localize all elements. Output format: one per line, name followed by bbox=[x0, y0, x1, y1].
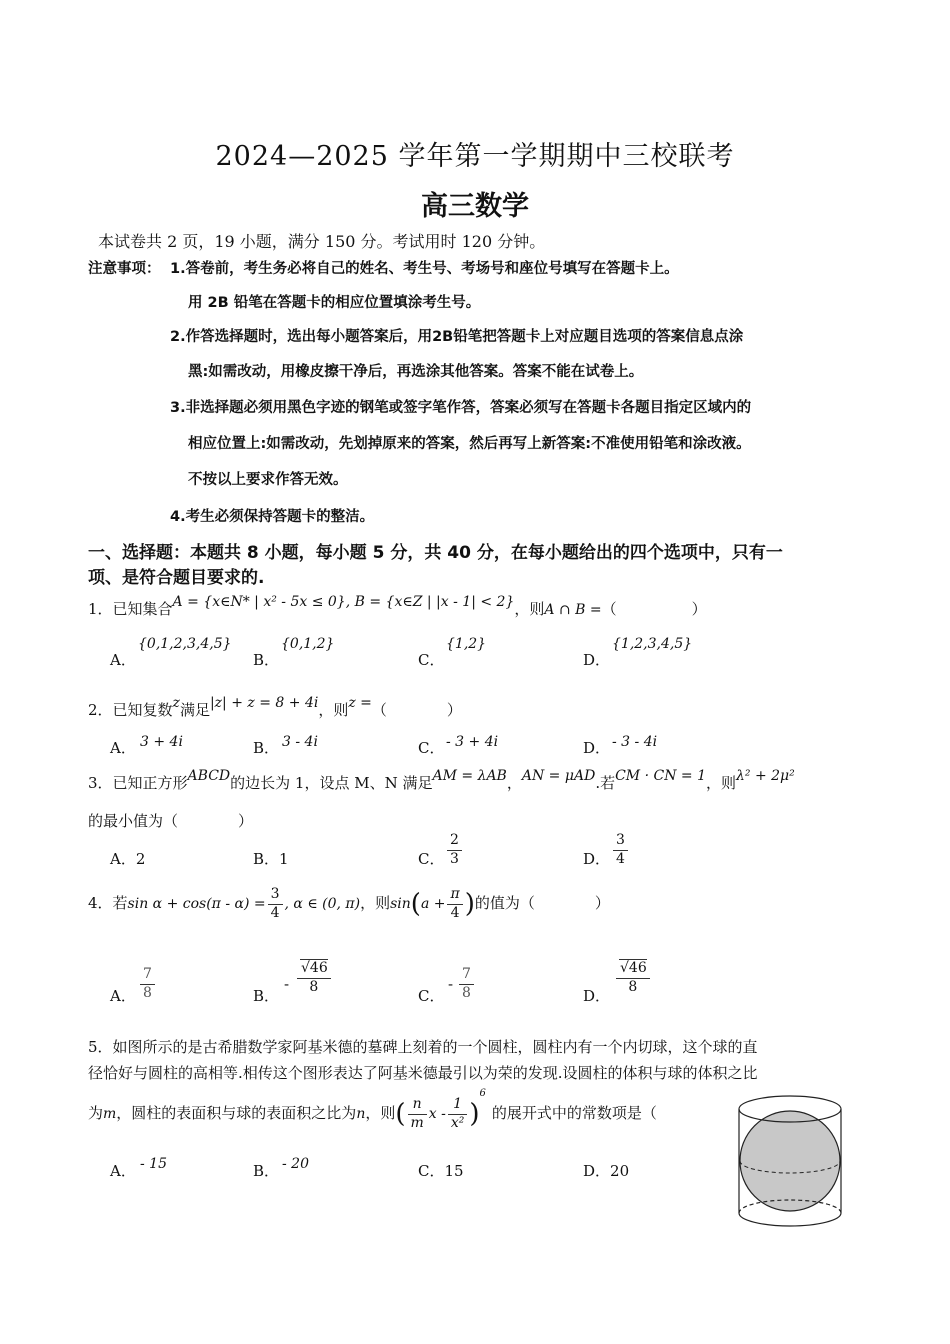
q3-option-b: B．1 bbox=[253, 850, 289, 868]
q4-frac-den: 4 bbox=[270, 904, 280, 921]
q4-arg: a + bbox=[420, 896, 446, 912]
q4-option-a-label: A． bbox=[110, 987, 136, 1005]
q2-option-a-label: A． bbox=[110, 739, 136, 757]
q4-sin: sin bbox=[390, 896, 411, 912]
question-1 bbox=[88, 594, 707, 619]
notice-label: 注意事项： bbox=[88, 261, 161, 277]
q5-option-a-value: - 15 bbox=[140, 1156, 167, 1172]
notice-line-8: 4.考生必须保持答题卡的整洁。 bbox=[170, 509, 375, 525]
notice-line-6: 相应位置上:如需改动，先划掉原来的答案，然后再写上新答案:不准使用铅笔和涂改液。 bbox=[188, 436, 751, 452]
q4-option-c-sign: - bbox=[448, 975, 454, 993]
q2-expr: z = bbox=[348, 695, 372, 711]
question-2 bbox=[88, 695, 462, 720]
q2-suffix: （ ） bbox=[371, 701, 462, 719]
q2-equation: |z| + z = 8 + 4i bbox=[209, 695, 319, 711]
notice-line-3: 2.作答选择题时，选出每小题答案后，用2B铅笔把答题卡上对应题目选项的答案信息点涂 bbox=[170, 329, 744, 345]
q1-option-c-label: C． bbox=[418, 651, 445, 669]
q5-option-a-label: A． bbox=[110, 1162, 136, 1180]
q3-option-d-fraction: $\frac{3}{4}$ bbox=[611, 832, 630, 868]
q4-then: ，则 bbox=[360, 894, 391, 912]
q3-vector-an: AN = μAD bbox=[521, 768, 596, 784]
notice-line-5: 3.非选择题必须用黑色字迹的钢笔或签字笔作答，答案必须写在答题卡各题目指定区域内的 bbox=[170, 400, 752, 416]
notice-line-1: 1.答卷前，考生务必将自己的姓名、考生号、考场号和座位号填写在答题卡上。 bbox=[170, 261, 679, 277]
q1-prefix: 1．已知集合 bbox=[88, 600, 173, 618]
q5-option-b-label: B． bbox=[253, 1162, 280, 1180]
question-4: 4．若sin α + cos(π - α) = $\frac{3}{4}$ , α ∈ (0, π)，则sin(a + $\frac{\pi}{4}$ )的值为（ ） bbox=[88, 886, 610, 921]
q5-option-d: D．20 bbox=[583, 1162, 630, 1180]
q3-option-a: A．2 bbox=[110, 850, 146, 868]
q1-set-b: , B = {x∈Z | |x - 1| < 2} bbox=[345, 594, 515, 610]
q2-option-c-label: C． bbox=[418, 739, 445, 757]
q1-option-a-value: {0,1,2,3,4,5} bbox=[138, 636, 232, 652]
q3-line2: 的最小值为（ ） bbox=[88, 812, 254, 830]
q5-option-b-value: - 20 bbox=[282, 1156, 309, 1172]
notice-line-4: 黑:如需改动，用橡皮擦干净后，再选涂其他答案。答案不能在试卷上。 bbox=[188, 364, 644, 380]
q2-option-b-label: B． bbox=[253, 739, 280, 757]
q4-option-d-fraction: $\frac{√46}{8}$ bbox=[614, 960, 652, 996]
q1-option-b-label: B． bbox=[253, 651, 280, 669]
q3-square: ABCD bbox=[187, 768, 231, 784]
q3-option-c-label: C． bbox=[418, 850, 445, 868]
section-heading-line1: 一、选择题：本题共 8 小题，每小题 5 分，共 40 分，在每小题给出的四个选项中，只有一 bbox=[88, 543, 783, 563]
q4-option-c-fraction: $\frac{7}{8}$ bbox=[457, 966, 476, 1002]
q4-frac-num: 3 bbox=[268, 886, 283, 905]
q2-then: ，则 bbox=[318, 701, 349, 719]
q2-prefix: 2．已知复数 bbox=[88, 701, 173, 719]
q3-sep: ， bbox=[506, 774, 522, 792]
q4-equation: sin α + cos(π - α) = bbox=[127, 896, 266, 912]
q5-var-m: m bbox=[103, 1106, 117, 1122]
q3-target-expr: λ² + 2μ² bbox=[736, 768, 795, 784]
q1-option-d-value: {1,2,3,4,5} bbox=[612, 636, 693, 652]
q2-option-b-value: 3 - 4i bbox=[282, 734, 318, 750]
q3-text2: .若 bbox=[595, 774, 616, 792]
q4-pi: π bbox=[447, 886, 462, 905]
q1-option-c-value: {1,2} bbox=[446, 636, 487, 652]
q4-option-d-label: D． bbox=[583, 987, 611, 1005]
q4-option-b-fraction: $\frac{√46}{8}$ bbox=[295, 960, 333, 996]
q4-prefix: 4．若 bbox=[88, 894, 128, 912]
cylinder-bottom-front bbox=[739, 1213, 841, 1226]
q1-mid: ，则 bbox=[514, 600, 545, 618]
q4-four: 4 bbox=[450, 904, 460, 921]
exam-intro: 本试卷共 2 页，19 小题，满分 150 分。考试用时 120 分钟。 bbox=[98, 232, 546, 251]
q3-text1: 的边长为 1，设点 M、N 满足 bbox=[230, 774, 433, 792]
q3-vector-am: AM = λAB bbox=[432, 768, 507, 784]
q1-suffix: （ ） bbox=[601, 600, 707, 618]
q1-option-d-label: D． bbox=[583, 651, 611, 669]
q1-option-a-label: A． bbox=[110, 651, 136, 669]
q3-option-c-fraction: $\frac{2}{3}$ bbox=[445, 832, 464, 868]
q3-then: ，则 bbox=[706, 774, 737, 792]
exam-subject: 高三数学 bbox=[421, 191, 529, 222]
q1-expr: A ∩ B = bbox=[544, 602, 602, 618]
q5-line1: 5．如图所示的是古希腊数学家阿基米德的墓碑上刻着的一个圆柱，圆柱内有一个内切球，这个球的直 bbox=[88, 1038, 758, 1056]
q2-mid: 满足 bbox=[179, 701, 210, 719]
q4-option-b-sign: - bbox=[284, 975, 290, 993]
q3-dot-product: CM · CN = 1 bbox=[615, 768, 706, 784]
q1-option-b-value: {0,1,2} bbox=[281, 636, 335, 652]
q4-option-c-label: C． bbox=[418, 987, 445, 1005]
q1-set-a: A = {x∈N* | x² - 5x ≤ 0} bbox=[172, 594, 346, 610]
q4-domain: , α ∈ (0, π) bbox=[284, 896, 361, 912]
exam-title: 2024—2025 学年第一学期期中三校联考 bbox=[215, 141, 735, 172]
q4-option-b-label: B． bbox=[253, 987, 280, 1005]
notice-line-2: 用 2B 铅笔在答题卡的相应位置填涂考生号。 bbox=[188, 295, 481, 311]
q5-var-n: n bbox=[356, 1106, 366, 1122]
q5-line2: 径恰好与圆柱的高相等.相传这个图形表达了阿基米德最引以为荣的发现.设圆柱的体积与球的体积之比 bbox=[88, 1064, 758, 1082]
q4-suffix: 的值为（ ） bbox=[474, 894, 610, 912]
cylinder-sphere-figure bbox=[735, 1092, 847, 1230]
q2-option-a-value: 3 + 4i bbox=[140, 734, 183, 750]
q4-option-a-fraction: $\frac{7}{8}$ bbox=[138, 966, 157, 1002]
q2-option-c-value: - 3 + 4i bbox=[446, 734, 499, 750]
section-heading-line2: 项、是符合题目要求的. bbox=[88, 568, 265, 588]
q5-line3: 为m，圆柱的表面积与球的表面积之比为n，则( $\frac{n}{m}$ x - $\frac{1}{\text{x²}}$ )$^6$的展开式中的常数项是（ bbox=[88, 1088, 657, 1131]
q2-option-d-value: - 3 - 4i bbox=[612, 734, 658, 750]
notice-line-7: 不按以上要求作答无效。 bbox=[188, 472, 348, 488]
inscribed-sphere bbox=[740, 1111, 840, 1211]
q3-option-d-label: D． bbox=[583, 850, 611, 868]
q3-prefix: 3．已知正方形 bbox=[88, 774, 188, 792]
question-3 bbox=[88, 768, 795, 793]
q5-option-c: C．15 bbox=[418, 1162, 464, 1180]
q2-option-d-label: D． bbox=[583, 739, 611, 757]
q2-var: z bbox=[172, 695, 180, 711]
q5-exponent: 6 bbox=[479, 1088, 486, 1099]
